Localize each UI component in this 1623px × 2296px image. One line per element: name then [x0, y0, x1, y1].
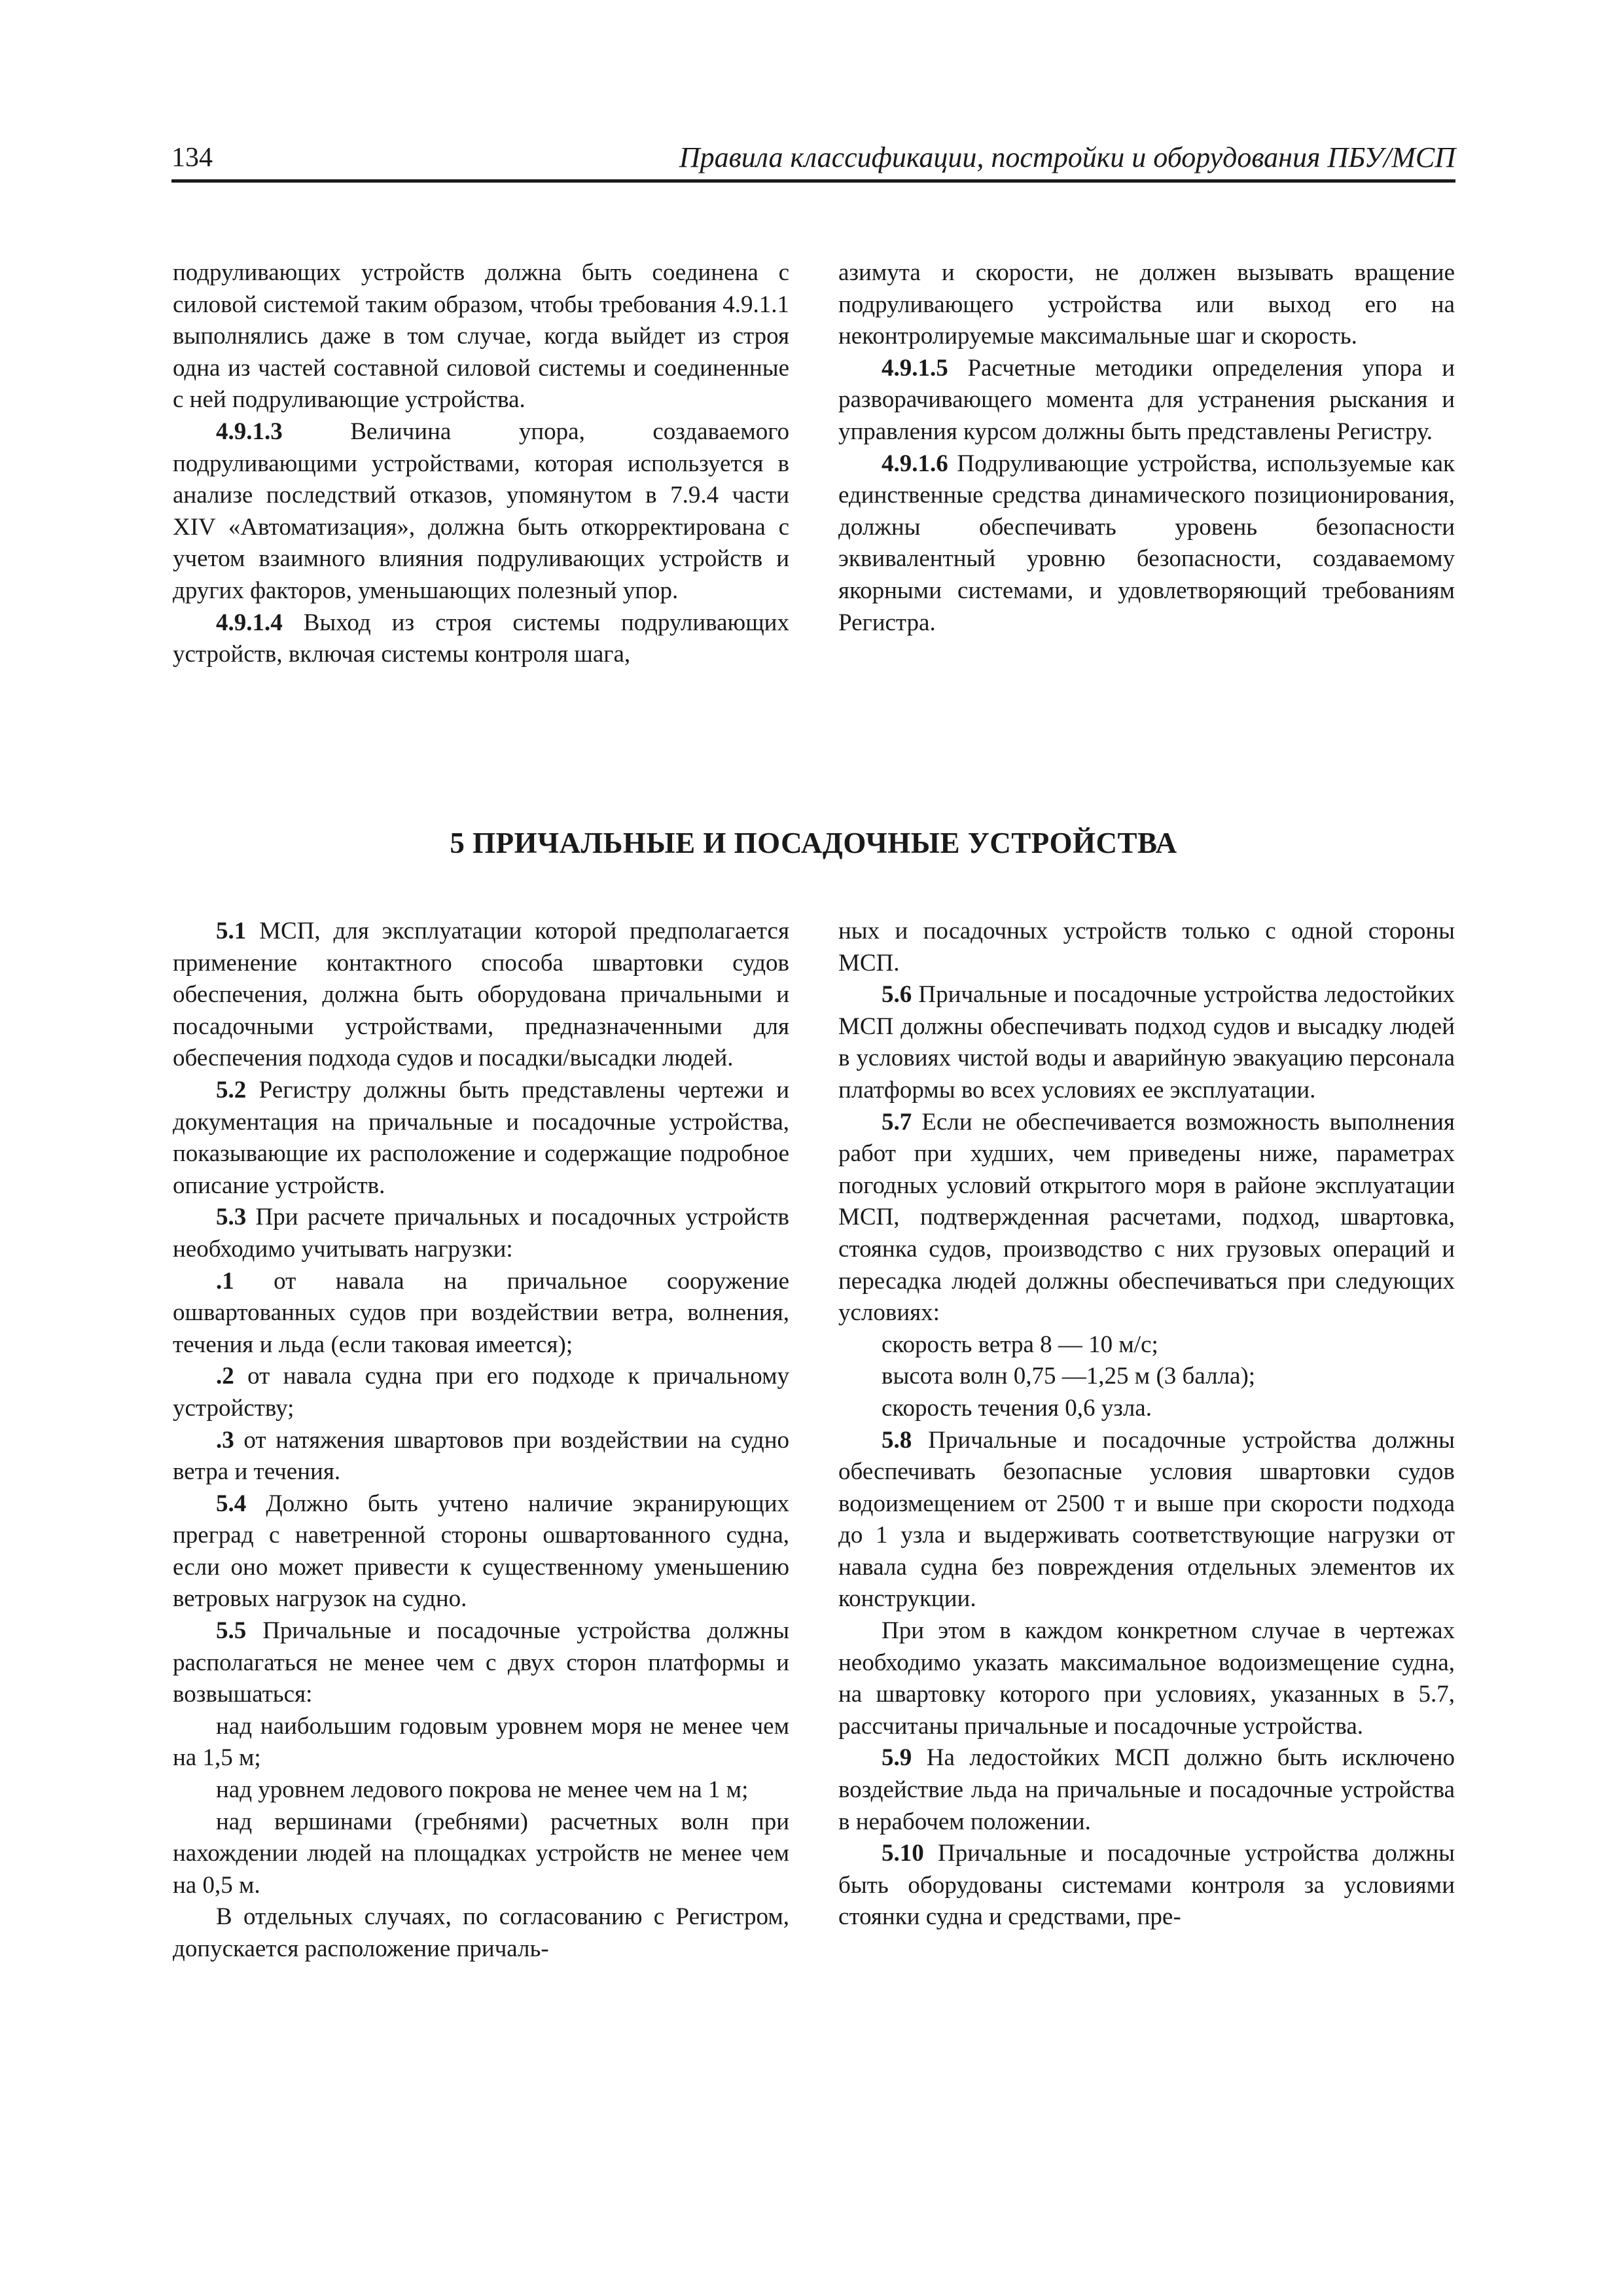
paragraph: азимута и скорости, не должен вызывать вращение подруливающего устройства или выход его на неконтролируемые максимальные шаг и скорость. — [838, 259, 1455, 350]
top-right-column — [838, 257, 1455, 639]
paragraph-5-10: 5.10 Причальные и посадочные устройства должны быть оборудованы системами контроля за условиями стоянки судна и средствами, пре- — [838, 1840, 1455, 1931]
clause-number: 5.6 — [882, 981, 912, 1009]
item-number: .2 — [216, 1363, 234, 1390]
clause-number: 4.9.1.4 — [216, 609, 283, 636]
list-item: над наибольшим годовым уровнем моря не менее чем на 1,5 м; — [173, 1712, 789, 1772]
page-header — [171, 139, 1455, 183]
list-item: высота волн 0,75 —1,25 м (3 балла); — [882, 1363, 1256, 1390]
clause-number: 5.10 — [882, 1840, 924, 1867]
list-item-1: .1 от навала на причальное сооружение ошвартованных судов при воздействии ветра, волнения, течения и льда (если таковая имеется); — [173, 1267, 789, 1358]
top-left-column — [173, 257, 789, 671]
paragraph-5-2: 5.2 Регистру должны быть представлены чертежи и документация на причальные и посадочные устройства, показывающие их расположение и содержащие подробное описание устройств. — [173, 1076, 789, 1199]
paragraph: ных и посадочных устройств только с одной стороны МСП. — [838, 918, 1455, 977]
paragraph-5-8: 5.8 Причальные и посадочные устройства должны обеспечивать безопасные условия швартовки судов водоизмещением от 2500 т и выше при скорости подхода до 1 узла и выдерживать соответствующие нагрузки от навала судна без повреждения отдельных элементов их конструкции. — [838, 1426, 1455, 1613]
paragraph-5-3: 5.3 При расчете причальных и посадочных устройств необходимо учитывать нагрузки: — [173, 1204, 789, 1263]
list-item: скорость течения 0,6 узла. — [882, 1394, 1152, 1422]
clause-number: 5.9 — [882, 1744, 912, 1772]
paragraph-5-6: 5.6 Причальные и посадочные устройства ледостойких МСП должны обеспечивать подход судов и высадку людей в условиях чистой воды и аварийную эвакуацию персонала платформы во всех условиях ее эксплуатации. — [838, 981, 1455, 1103]
clause-number: 4.9.1.5 — [882, 354, 948, 382]
paragraph-5-7: 5.7 Если не обеспечивается возможность выполнения работ при худших, чем приведены ниже, параметрах погодных условий открытого моря в районе эксплуатации МСП, подтвержденная расчетами, подход, швартовка, стоянка судов, производство с них грузовых операций и пересадка людей должны обеспечиваться при следующих условиях: — [838, 1108, 1455, 1327]
clause-number: 5.8 — [882, 1426, 912, 1454]
paragraph: При этом в каждом конкретном случае в чертежах необходимо указать максимальное водоизмещение судна, на швартовку которого при условиях, указанных в 5.7, рассчитаны причальные и посадочные устройства. — [838, 1617, 1455, 1740]
paragraph-4-9-1-4: 4.9.1.4 Выход из строя системы подруливающих устройств, включая системы контроля шага, — [173, 609, 789, 668]
item-number: .1 — [216, 1267, 234, 1295]
list-item-3: .3 от натяжения швартовов при воздействии на судно ветра и течения. — [173, 1426, 789, 1486]
bottom-left-column — [173, 916, 789, 1965]
list-item: над вершинами (гребнями) расчетных волн при нахождении людей на площадках устройств не менее чем на 0,5 м. — [173, 1808, 789, 1899]
clause-number: 5.7 — [882, 1108, 912, 1136]
section-title: 5 ПРИЧАЛЬНЫЕ И ПОСАДОЧНЫЕ УСТРОЙСТВА — [450, 827, 1177, 859]
clause-number: 5.4 — [216, 1490, 247, 1517]
bottom-right-column — [838, 916, 1455, 1933]
clause-number: 4.9.1.3 — [216, 418, 283, 445]
paragraph-5-9: 5.9 На ледостойких МСП должно быть исключено воздействие льда на причальные и посадочные устройства в нерабочем положении. — [838, 1744, 1455, 1835]
page-number: 134 — [171, 143, 213, 173]
list-item: скорость ветра 8 — 10 м/с; — [882, 1331, 1158, 1358]
paragraph-5-1: 5.1 МСП, для эксплуатации которой предполагается применение контактного способа швартовки судов обеспечения, должна быть оборудована причальными и посадочными устройствами, предназначенными для обеспечения подхода судов и посадки/высадки людей. — [173, 918, 789, 1072]
paragraph-4-9-1-6: 4.9.1.6 Подруливающие устройства, используемые как единственные средства динамического позиционирования, должны обеспечивать уровень безопасности эквивалентный уровню безопасности, создаваемому якорными системами, и удовлетворяющий требованиям Регистра. — [838, 450, 1455, 636]
paragraph: подруливающих устройств должна быть соединена с силовой системой таким образом, чтобы требования 4.9.1.1 выполнялись даже в том случае, когда выйдет из строя одна из частей составной силовой системы и соединенные с ней подруливающие устройства. — [173, 259, 789, 414]
paragraph: В отдельных случаях, по согласованию с Регистром, допускается расположение причаль- — [173, 1903, 789, 1962]
clause-number: 5.5 — [216, 1617, 247, 1645]
item-number: .3 — [216, 1426, 234, 1454]
list-item: над уровнем ледового покрова не менее чем на 1 м; — [216, 1776, 749, 1804]
clause-number: 5.3 — [216, 1204, 247, 1231]
running-title: Правила классификации, постройки и оборудования ПБУ/МСП — [679, 141, 1455, 173]
paragraph-4-9-1-3: 4.9.1.3 Величина упора, создаваемого подруливающими устройствами, которая используется в анализе последствий отказов, упомянутом в 7.9.4 части XIV «Автоматизация», должна быть откорректирована с учетом взаимного влияния подруливающих устройств и других факторов, уменьшающих полезный упор. — [173, 418, 789, 604]
clause-number: 5.1 — [216, 918, 247, 944]
clause-number: 4.9.1.6 — [882, 450, 948, 477]
paragraph-5-4: 5.4 Должно быть учтено наличие экранирующих преград с наветренной стороны ошвартованного судна, если оно может привести к существенному уменьшению ветровых нагрузок на судно. — [173, 1490, 789, 1613]
paragraph-5-5: 5.5 Причальные и посадочные устройства должны располагаться не менее чем с двух сторон платформы и возвышаться: — [173, 1617, 789, 1708]
paragraph-4-9-1-5: 4.9.1.5 Расчетные методики определения упора и разворачивающего момента для устранения рыскания и управления курсом должны быть представлены Регистру. — [838, 354, 1455, 445]
clause-number: 5.2 — [216, 1076, 247, 1103]
list-item-2: .2 от навала судна при его подходе к причальному устройству; — [173, 1363, 789, 1422]
